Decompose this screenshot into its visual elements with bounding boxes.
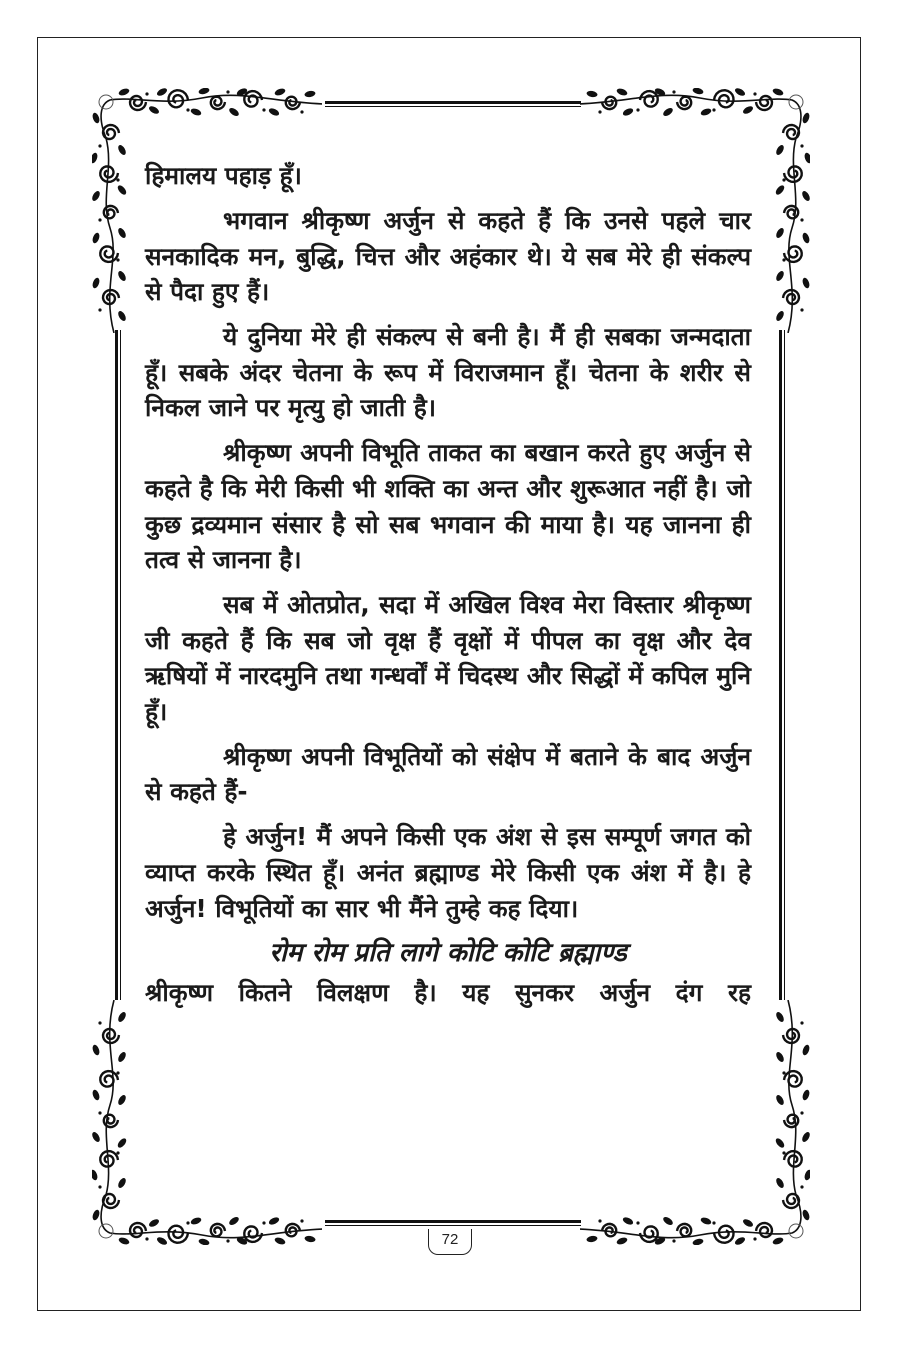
floral-corner-bottom-right-icon <box>580 1000 810 1245</box>
paragraph: ये दुनिया मेरे ही संकल्प से बनी है। मैं ही सबका जन्मदाता हूँ। सबके अंदर चेतना के रूप में विराजमान हूँ। चेतना के शरीर से निकल जाने पर मृत्यु हो जाती है। <box>145 322 751 423</box>
paragraph: भगवान श्रीकृष्ण अर्जुन से कहते हैं कि उनसे पहले चार सनकादिक मन, बुद्धि, चित्त और अहंकार थे। ये सब मेरे ही संकल्प से पैदा हुए हैं। <box>145 205 751 307</box>
border-bottom-line <box>325 1220 581 1226</box>
page-body <box>145 158 751 1020</box>
border-top-line <box>325 101 581 107</box>
paragraph: सब में ओतप्रोत, सदा में अखिल विश्व मेरा विस्तार श्रीकृष्ण जी कहते हैं कि सब जो वृक्ष हैं वृक्षों में पीपल का वृक्ष और देव ऋषियों में नारदमुनि तथा गन्धर्वों में चिदस्थ और सिद्धों में कपिल मुनि हूँ। <box>145 590 751 726</box>
paragraph: हे अर्जुन! मैं अपने किसी एक अंश से इस सम्पूर्ण जगत को व्याप्त करके स्थित हूँ। अनंत ब्रह्माण्ड मेरे किसी एक अंश में है। हे अर्जुन! विभूतियों का सार भी मैंने तुम्हे कह दिया। <box>145 822 751 923</box>
paragraph: श्रीकृष्ण अपनी विभूतियों को संक्षेप में बताने के बाद अर्जुन से कहते हैं- <box>145 741 751 807</box>
section-heading: रोम रोम प्रति लागे कोटि कोटि ब्रह्माण्ड <box>269 937 627 968</box>
border-left-line <box>115 330 121 1000</box>
paragraph: श्रीकृष्ण अपनी विभूति ताकत का बखान करते हुए अर्जुन से कहते है कि मेरी किसी भी शक्ति का अन्त और शुरूआत नहीं है। जो कुछ द्रव्यमान संसार है सो सब भगवान की माया है। यह जानना ही तत्व से जानना है। <box>145 438 751 575</box>
paragraph-last-line: श्रीकृष्ण कितने विलक्षण है। यह सुनकर अर्जुन दंग रह <box>145 978 751 1008</box>
paragraph-continuation: हिमालय पहाड़ हूँ। <box>145 161 302 190</box>
floral-corner-bottom-left-icon <box>92 1000 322 1245</box>
border-right-line <box>779 330 785 1000</box>
page-number: 72 <box>428 1229 472 1255</box>
